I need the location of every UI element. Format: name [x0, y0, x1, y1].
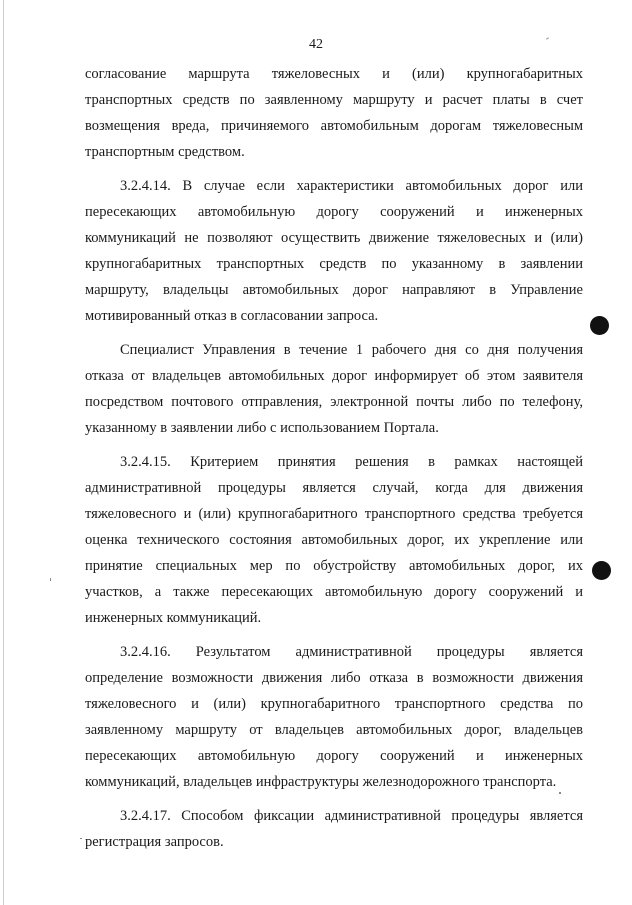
paragraph-specialist: [85, 337, 583, 441]
paragraph-3-2-4-16: [85, 639, 583, 795]
text-line: пересекающих автомобильную дорогу сооружений и инженерных: [85, 748, 583, 764]
text-line: 3.2.4.15. Критерием принятия решения в рамках настоящей: [120, 454, 583, 470]
text-line: принятие специальных мер по обустройству автомобильных дорог, их: [85, 558, 583, 574]
text-line: коммуникаций не позволяют осуществить движение тяжеловесных и (или): [85, 230, 583, 246]
text-line: 3.2.4.17. Способом фиксации административной процедуры является: [120, 808, 583, 824]
text-line: мотивированный отказ в согласовании запроса.: [85, 308, 379, 324]
scan-edge: [3, 0, 4, 905]
text-line: маршруту, владельцы автомобильных дорог направляют в Управление: [85, 282, 583, 298]
paragraph-3-2-4-17: [85, 803, 583, 855]
text-line: определение возможности движения либо отказа в возможности движения: [85, 670, 583, 686]
text-line: посредством почтового отправления, электронной почты либо по телефону,: [85, 394, 583, 410]
text-line: оценка технического состояния автомобильных дорог, их укрепление или: [85, 532, 583, 548]
text-line: крупногабаритных транспортных средств по указанному в заявлении: [85, 256, 583, 272]
hole-punch-mark: [592, 561, 611, 580]
page-number: 42: [309, 37, 323, 52]
text-line: инженерных коммуникаций.: [85, 610, 262, 626]
text-line: участков, а также пересекающих автомобильную дорогу сооружений и: [85, 584, 583, 600]
hole-punch-mark: [590, 316, 609, 335]
paragraph-3-2-4-14: [85, 173, 583, 329]
scan-speck: [80, 838, 82, 839]
text-line: регистрация запросов.: [85, 834, 224, 850]
text-line: согласование маршрута тяжеловесных и (или) крупногабаритных: [85, 66, 583, 82]
text-line: отказа от владельцев автомобильных дорог информирует об этом заявителя: [85, 368, 583, 384]
text-line: указанному в заявлении либо с использованием Портала.: [85, 420, 439, 436]
scan-speck: [50, 578, 51, 581]
document-body: [85, 61, 583, 855]
text-line: административной процедуры является случай, когда для движения: [85, 480, 583, 496]
text-line: Специалист Управления в течение 1 рабочего дня со дня получения: [120, 342, 583, 358]
paragraph-continuation: [85, 61, 583, 165]
text-line: тяжеловесного и (или) крупногабаритного транспортного средства по: [85, 696, 583, 712]
text-line: 3.2.4.16. Результатом административной процедуры является: [120, 644, 583, 660]
paragraph-3-2-4-15: [85, 449, 583, 631]
text-line: пересекающих автомобильную дорогу сооружений и инженерных: [85, 204, 583, 220]
text-line: коммуникаций, владельцев инфраструктуры железнодорожного транспорта.: [85, 774, 557, 790]
text-line: тяжеловесного и (или) крупногабаритного транспортного средства требуется: [85, 506, 583, 522]
text-line: возмещения вреда, причиняемого автомобильным дорогам тяжеловесным: [85, 118, 583, 134]
text-line: транспортных средств по заявленному маршруту и расчет платы в счет: [85, 92, 583, 108]
text-line: заявленному маршруту от владельцев автомобильных дорог, владельцев: [85, 722, 583, 738]
text-line: транспортным средством.: [85, 144, 245, 160]
text-line: 3.2.4.14. В случае если характеристики автомобильных дорог или: [120, 178, 583, 194]
